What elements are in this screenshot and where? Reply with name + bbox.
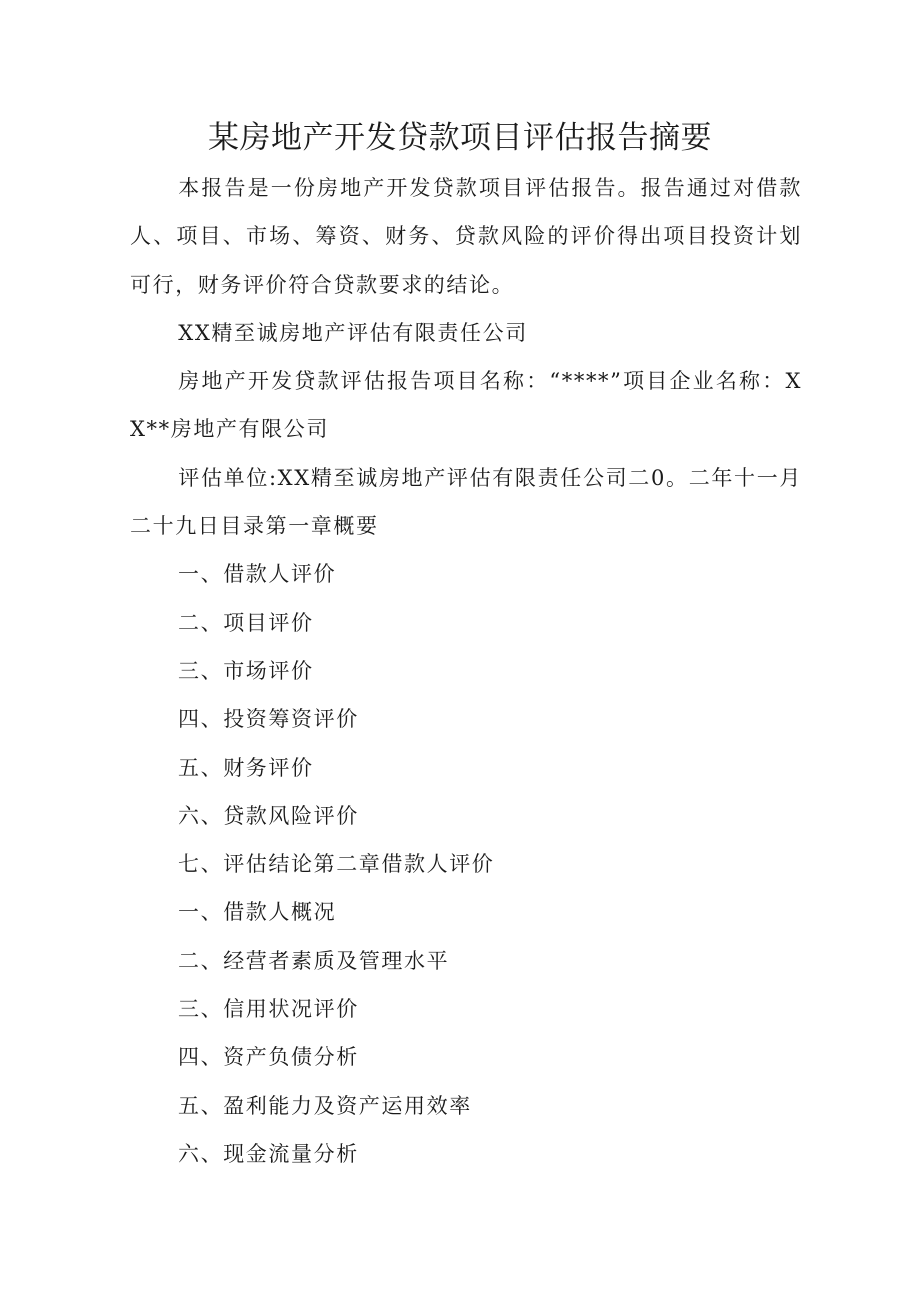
document-title: 某房地产开发贷款项目评估报告摘要 <box>208 120 712 156</box>
toc-item: 四、资产负债分析 <box>178 1045 359 1070</box>
toc-item: 三、市场评价 <box>178 658 314 683</box>
toc-item: 四、投资筹资评价 <box>178 707 359 732</box>
company-name-line: XX精至诚房地产评估有限责任公司 <box>178 320 528 345</box>
assessment-unit-paragraph: 评估单位:XX精至诚房地产评估有限责任公司二0。二年十一月二十九日目录第一章概要 <box>130 465 802 539</box>
toc-item: 一、借款人评价 <box>178 562 337 587</box>
toc-item: 二、项目评价 <box>178 610 314 635</box>
toc-item: 二、经营者素质及管理水平 <box>178 948 450 973</box>
project-name-paragraph: 房地产开发贷款评估报告项目名称：“****”项目企业名称：XX**房地产有限公司 <box>130 369 802 442</box>
toc-item: 六、贷款风险评价 <box>178 803 359 828</box>
document-body <box>130 164 802 1178</box>
table-of-contents <box>130 550 802 1178</box>
toc-item: 七、评估结论第二章借款人评价 <box>178 852 495 877</box>
toc-item: 六、现金流量分析 <box>178 1141 359 1166</box>
toc-item: 三、信用状况评价 <box>178 997 359 1022</box>
toc-item: 五、盈利能力及资产运用效率 <box>178 1093 472 1118</box>
toc-item: 一、借款人概况 <box>178 900 337 925</box>
toc-item: 五、财务评价 <box>178 755 314 780</box>
summary-paragraph: 本报告是一份房地产开发贷款项目评估报告。报告通过对借款人、项目、市场、筹资、财务、贷款风险的评价得出项目投资计划可行，财务评价符合贷款要求的结论。 <box>130 176 802 297</box>
